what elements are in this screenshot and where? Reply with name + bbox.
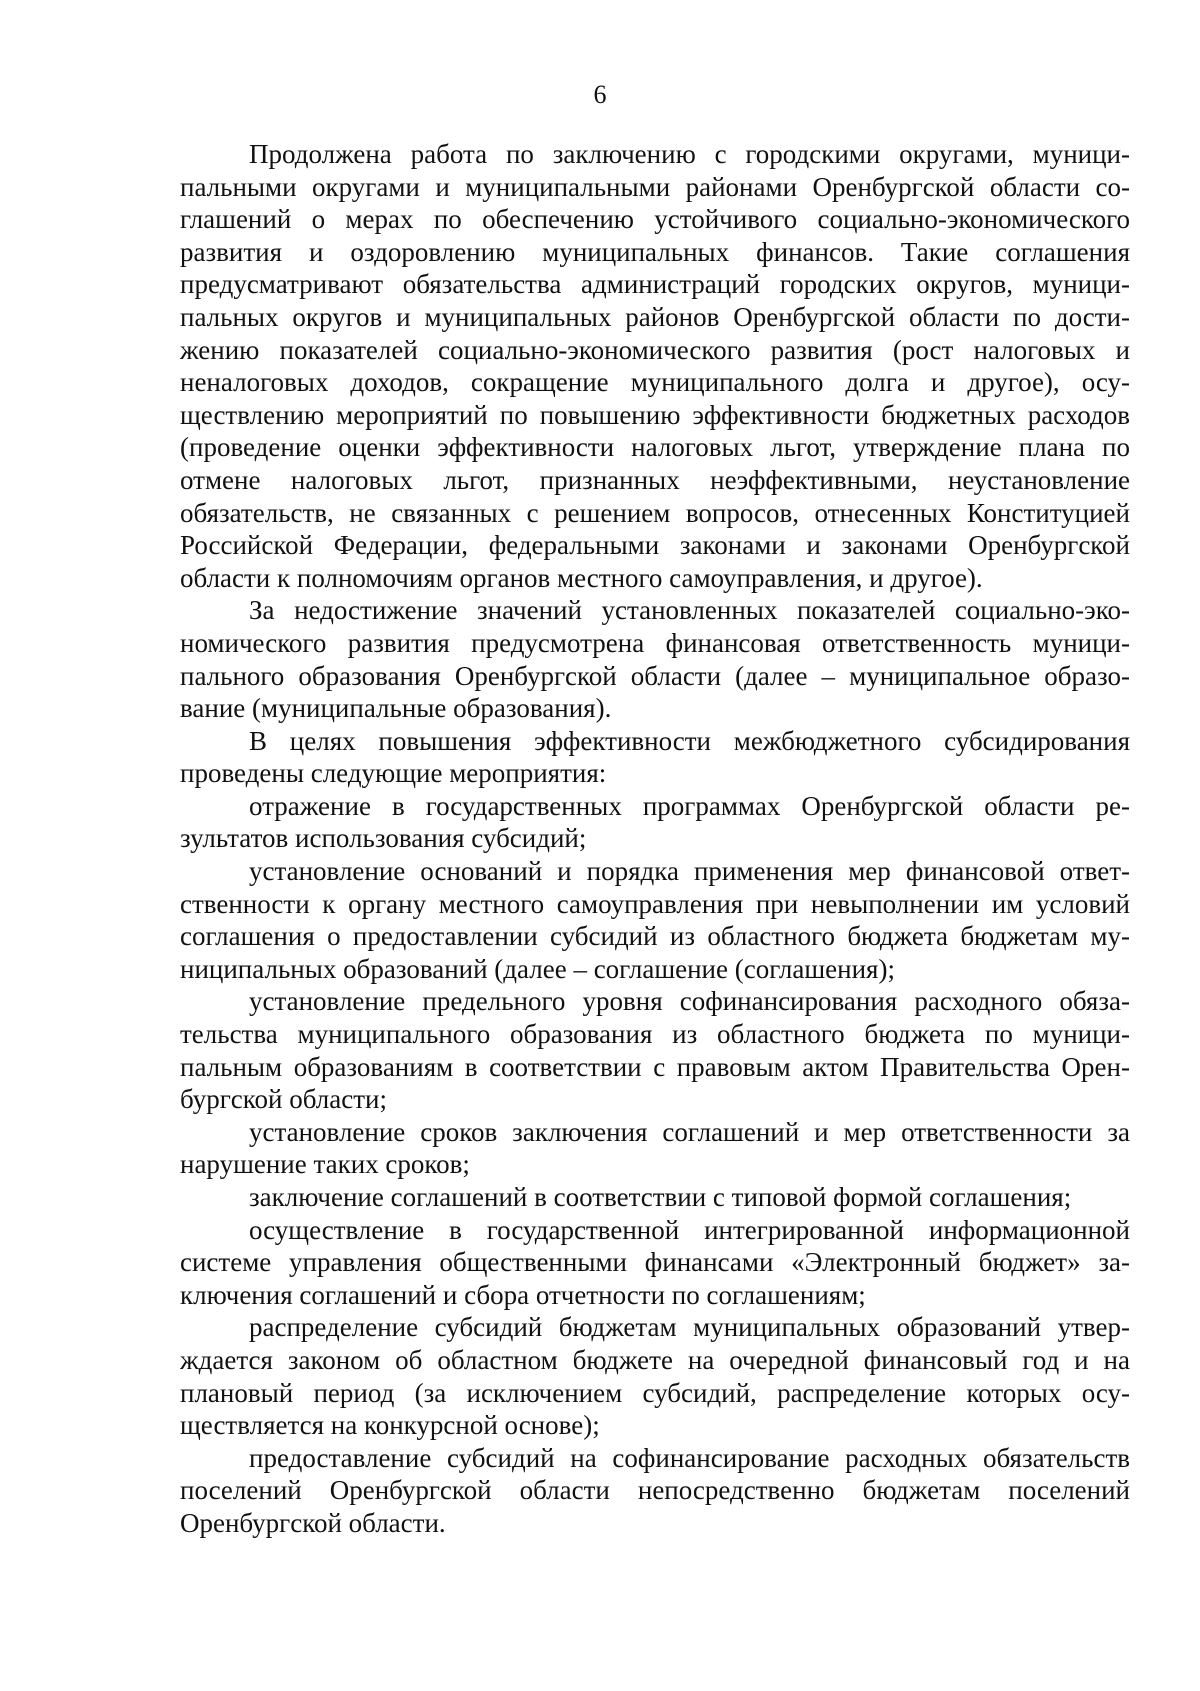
page-number: 6 — [593, 80, 607, 109]
list-item-cofinancing-level: установление предельного уровня софинансирования расходного обязательства муниципального образования из областного бюджета по муниципальным образованиям в соответствии с правовым актом Правительства Оренбургской области; — [180, 986, 1130, 1115]
list-item-electronic-budget: осуществление в государственной интегрированной информационной системе управления общественными финансами «Электронный бюджет» заключения соглашений и сбора отчетности по соглашениям; — [180, 1214, 1130, 1310]
paragraph-measures-intro: В целях повышения эффективности межбюджетного субсидирования проведены следующие мероприятия: — [180, 725, 1130, 789]
document-body — [180, 138, 1130, 1540]
list-item-programs-reflection: отражение в государственных программах Оренбургской области результатов использования субсидий; — [180, 790, 1130, 854]
list-item-agreement-deadlines: установление сроков заключения соглашений и мер ответственности за нарушение таких сроков; — [180, 1116, 1130, 1180]
list-item-standard-form: заключение соглашений в соответствии с типовой формой соглашения; — [249, 1182, 1072, 1212]
list-item-settlement-subsidies: предоставление субсидий на софинансирование расходных обязательств поселений Оренбургской области непосредственно бюджетам поселений Оренбургской области. — [180, 1442, 1130, 1538]
list-item-subsidy-distribution: распределение субсидий бюджетам муниципальных образований утверждается законом об областном бюджете на очередной финансовый год и на плановый период (за исключением субсидий, распределение которых осуществляется на конкурсной основе); — [180, 1312, 1130, 1441]
list-item-responsibility-grounds: установление оснований и порядка применения мер финансовой ответственности к органу местного самоуправления при невыполнении им условий соглашения о предоставлении субсидий из областного бюджета бюджетам муниципальных образований (далее – соглашение (соглашения); — [180, 856, 1130, 984]
paragraph-agreements-work: Продолжена работа по заключению с городскими округами, муниципальными округами и муниципальными районами Оренбургской области соглашений о мерах по обеспечению устойчивого социально-экономического развития и оздоровлению муниципальных финансов. Такие соглашения предусматривают обязательства администраций городских округов, муниципальных округов и муниципальных районов Оренбургской области по достижению показателей социально-экономического развития (рост налоговых и неналоговых доходов, сокращение муниципального долга и другое), осуществлению мероприятий по повышению эффективности бюджетных расходов (проведение оценки эффективности налоговых льгот, утверждение плана по отмене налоговых льгот, признанных неэффективными, неустановление обязательств, не связанных с решением вопросов, отнесенных Конституцией Российской Федерации, федеральными законами и законами Оренбургской области к полномочиям органов местного самоуправления, и другое). — [180, 139, 1130, 593]
paragraph-financial-responsibility: За недостижение значений установленных показателей социально-экономического развития предусмотрена финансовая ответственность муниципального образования Оренбургской области (далее – муниципальное образование (муниципальные образования). — [180, 595, 1130, 724]
